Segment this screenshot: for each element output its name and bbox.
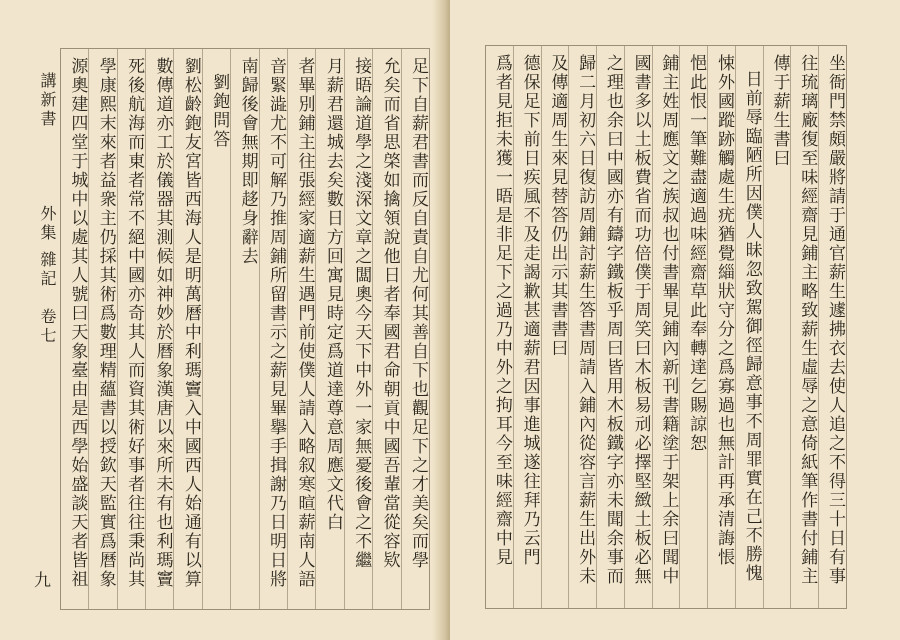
text-column: 數傳道亦工於儀器其測候如神妙於曆象漢唐以來所未有也利瑪竇 <box>145 49 173 609</box>
text-column: 劉松齡鉋友宮皆西海人是明萬曆中利瑪竇入中國西人始通有以算 <box>173 49 201 609</box>
text-column: 足下自薪君書而反自責自尤何其善自下也觀足下之才美矣而學 <box>401 49 429 609</box>
text-column: 歸二月初六日復訪周鋪討薪生答書周請入鋪內從容言薪生出外未 <box>568 46 596 608</box>
section-heading: 劉鉋問答 <box>202 49 230 609</box>
text-column: 爲者見拒未獲一晤是非足下之過乃中外之拘耳今至味經齋中見 <box>491 54 512 567</box>
right-text-grid <box>485 45 847 609</box>
margin-category <box>36 205 59 289</box>
text-column: 接晤論道學之淺深文章之闆奧今天下中外一家無憂後會之不繼 <box>344 49 372 609</box>
text-column: 學康熙末來者益衆主仍採其術爲數理精蘊書以授欽天監實爲曆象 <box>88 49 116 609</box>
text-column: 德保足下前日疾風不及走謁歉甚適薪君因事進城遂往拜乃云門 <box>513 46 541 608</box>
text-column: 日前辱臨陋所因僕人昧忽致駕御徑歸意事不周罪實在己不勝愧 <box>735 46 763 608</box>
text-column: 月薪君還城去矣數日方回寓見時定爲道達尊意周應文代白 <box>315 49 343 609</box>
text-column: 者畢別鋪主往張經家適薪生遇門前使僕人請入略叙寒暄薪南人語 <box>287 49 315 609</box>
text-column: 死後航海而東者常不絕中國亦奇其人而資其術好事者往往秉尚其 <box>117 49 145 609</box>
text-column: 音緊澁尤不可解乃推周鋪所留書示之薪見畢擧手揖謝乃日明日將 <box>259 49 287 609</box>
text-column: 往琉璃廠復至味經齋見鋪主略致薪生虛辱之意倚紙筆作書付鋪主 <box>790 46 818 608</box>
text-column: 坐衙門禁頗嚴將請于通官薪生遽拂衣去使人追之不得三十日有事 <box>818 46 846 608</box>
left-text-grid <box>60 48 430 610</box>
text-column: 悚外國蹤跡觸處生疣猶覺緇狀守分之爲寡過也無計再承清誨悵 <box>707 46 735 608</box>
margin-book-title: 講新書 <box>38 72 57 129</box>
folio-number: 九 <box>34 571 51 591</box>
text-column: 南歸後會無期即趍身辭去 <box>230 49 258 609</box>
text-column: 鋪主姓周應文之族叔也付書畢見鋪內新刊書籍塗于架上余曰聞中 <box>652 46 680 608</box>
margin-juan: 卷七 <box>38 308 57 346</box>
text-column: 國書多以土板費省而功倍僕于周笑曰木板易刓必擇堅緻土板必無 <box>624 46 652 608</box>
text-column: 允矣而省思棨如擒領說他日者奉國君命朝貢中國吾輩當從容欵 <box>372 49 400 609</box>
margin-category-main: 外集 <box>38 205 57 243</box>
margin-category-sub: 雜記 <box>38 251 57 290</box>
text-column: 及傳適周生來見替答仍出示其書書曰 <box>541 46 569 608</box>
text-column: 源奧建四堂于城中以處其人號曰天象臺由是西學始盛談天者皆祖 <box>67 57 88 589</box>
text-column: 悒此恨一筆難盡適過味經齋草此奉轉達乞賜諒恕 <box>679 46 707 608</box>
text-column: 傳于薪生書曰 <box>763 46 791 608</box>
text-column: 之理也余曰中國亦有鑄字鐵板乎周曰皆用木板鐵字亦未聞余事而 <box>596 46 624 608</box>
